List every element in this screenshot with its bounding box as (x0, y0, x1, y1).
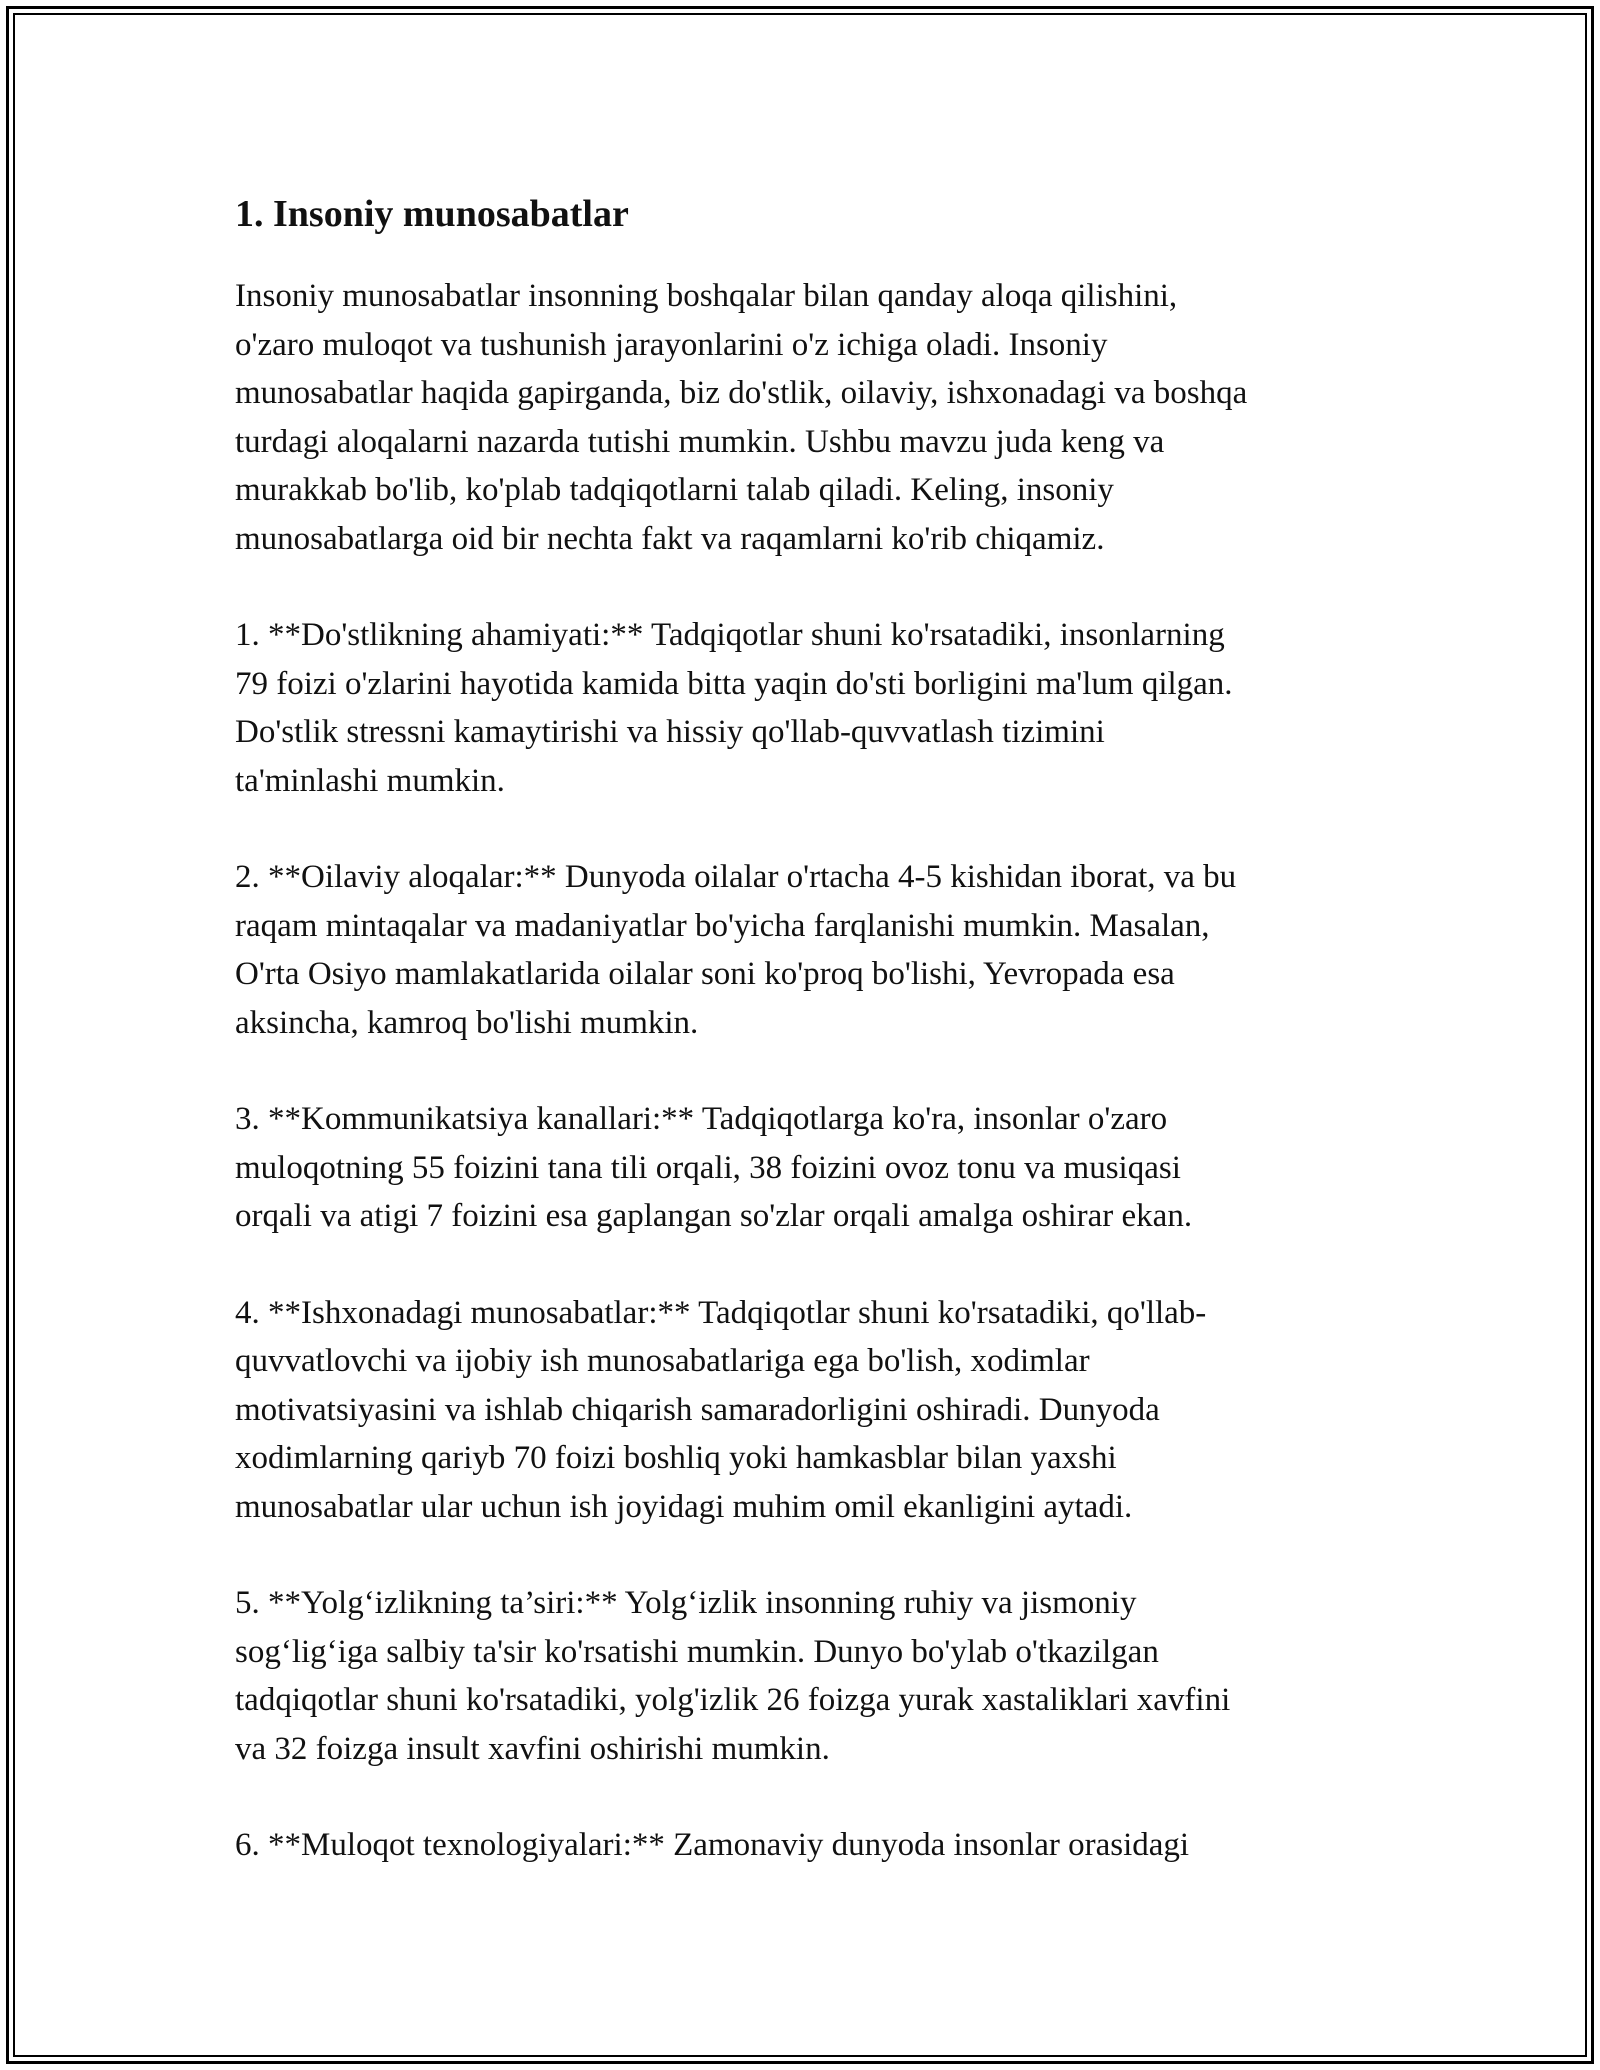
fact-technology: 6. **Muloqot texnologiyalari:** Zamonaviy dunyoda insonlar orasidagi (235, 1827, 1190, 1863)
intro-paragraph: Insoniy munosabatlar insonning boshqalar bilan qanday aloqa qilishini, o'zaro muloqot va tushunish jarayonlarini o'z ichiga oladi. Insoniy munosabatlar haqida gapirganda, biz do'stlik, oilaviy, ishxonadagi va boshqa turdagi aloqalarni nazarda tutishi mumkin. Ushbu mavzu juda keng va murakkab bo'lib, ko'plab tadqiqotlarni talab qiladi. Keling, insoniy munosabatlarga oid bir nechta fakt va raqamlarni ko'rib chiqamiz. (235, 278, 1248, 557)
fact-workplace: 4. **Ishxonadagi munosabatlar:** Tadqiqotlar shuni ko'rsatadiki, qo'llab- quvvatlovchi va ijobiy ish munosabatlariga ega bo'lish, xodimlar motivatsiyasini va ishlab chiqarish samaradorligini oshiradi. Dunyoda xodimlarning qariyb 70 foizi boshliq yoki hamkasblar bilan yaxshi munosabatlar ular uchun ish joyidagi muhim omil ekanligini aytadi. (235, 1294, 1207, 1525)
fact-family: 2. **Oilaviy aloqalar:** Dunyoda oilalar o'rtacha 4-5 kishidan iborat, va bu raqam mintaqalar va madaniyatlar bo'yicha farqlanishi mumkin. Masalan, O'rta Osiyo mamlakatlarida oilalar soni ko'proq bo'lishi, Yevropada esa aksincha, kamroq bo'lishi mumkin. (235, 859, 1237, 1041)
section-title: 1. Insoniy munosabatlar (235, 193, 629, 235)
fact-friendship: 1. **Do'stlikning ahamiyati:** Tadqiqotlar shuni ko'rsatadiki, insonlarning 79 foizi o'zlarini hayotida kamida bitta yaqin do'sti borligini ma'lum qilgan. Do'stlik stressni kamaytirishi va hissiy qo'llab-quvvatlash tizimini ta'minlashi mumkin. (235, 617, 1233, 799)
fact-communication: 3. **Kommunikatsiya kanallari:** Tadqiqotlarga ko'ra, insonlar o'zaro muloqotning 55 foizini tana tili orqali, 38 foizini ovoz tonu va musiqasi orqali va atigi 7 foizini esa gaplangan so'zlar orqali amalga oshirar ekan. (235, 1101, 1193, 1234)
fact-loneliness: 5. **Yolg‘izlikning ta’siri:** Yolg‘izlik insonning ruhiy va jismoniy sog‘lig‘iga salbiy ta'sir ko'rsatishi mumkin. Dunyo bo'ylab o'tkazilgan tadqiqotlar shuni ko'rsatadiki, yolg'izlik 26 foizga yurak xastaliklari xavfini va 32 foizga insult xavfini oshirishi mumkin. (235, 1585, 1231, 1767)
document-body (235, 188, 1375, 1918)
